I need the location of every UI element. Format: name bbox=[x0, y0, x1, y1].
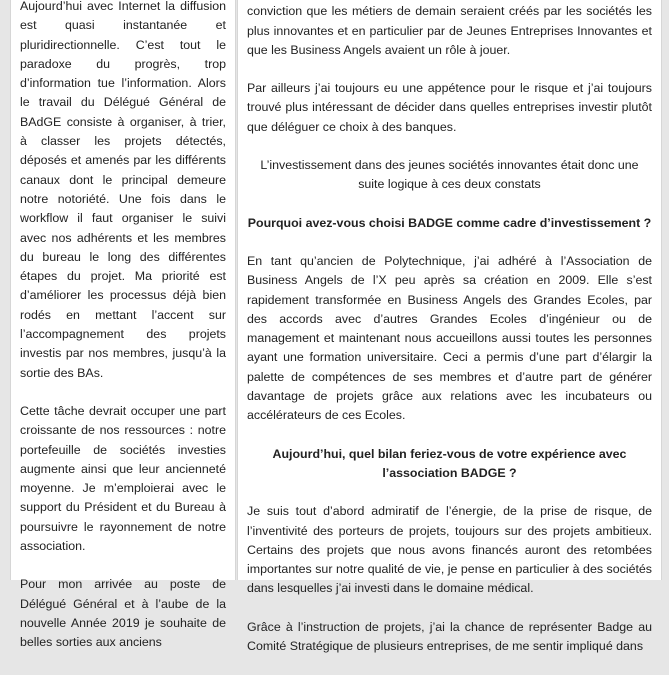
left-column-content bbox=[20, 0, 226, 672]
article-paragraph: Je suis tout d’abord admiratif de l’énergie, de la prise de risque, de l’inventivité des porteurs de projets, toujours sur des projets ambitieux. Certains des projets que nous avons financés auront des retombées importantes sur notre qualité de vie, je pense en particulier à des sociétés dans lesquelles j’ai investi dans le domaine médical. bbox=[247, 504, 652, 596]
left-paragraph: Cette tâche devrait occuper une part croissante de nos ressources : notre portefeuille de sociétés investies augmente ainsi que leur ancienneté moyenne. Je m’emploierai avec le support du Président et du Bureau à poursuivre le rayonnement de notre association. bbox=[20, 403, 226, 554]
left-paragraph: Aujourd’hui avec Internet la diffusion est quasi instantanée et pluridirectionnelle. C’est tout le paradoxe du progrès, trop d’information tue l’information. Alors le travail du Délégué Général de BAdGE consiste à organiser, à trier, à classer les projets détectés, déposés et amenés par les différents canaux dont le principal demeure notre notoriété. Une fois dans le workflow il faut organiser le suivi avec nos adhérents et les membres du bureau le long des différentes étapes du projet. Ma priorité est d’améliorer les processus déjà bien rodés en mettant l’accent sur l’accompagnement des projets investis par nos membres, jusqu’à la sortie des BAs. bbox=[20, 0, 226, 380]
left-column bbox=[10, 0, 236, 650]
left-paragraph: Pour mon arrivée au poste de Délégué Général et à l’aube de la nouvelle Année 2019 je souhaite de belles sorties aux anciens bbox=[20, 577, 226, 650]
article-paragraph: En tant qu’ancien de Polytechnique, j’ai adhéré à l’Association de Business Angels de l’X peu après sa création en 2009. Elle s’est rapidement transformée en Business Angels des Grandes Ecoles, par des accords avec d’autres Grandes Ecoles d’ingénieur ou de management et maintenant nous accueillons aussi toutes les personnes ayant une formation universitaire. Ceci a permis d’une part d’élargir la palette de compétences de ses membres et d’autre part de générer davantage de projets grâce aux relations avec les incubateurs ou accélérateurs de ces Ecoles. bbox=[247, 253, 652, 423]
right-column bbox=[237, 0, 662, 654]
interview-question: Pourquoi avez-vous choisi BADGE comme cadre d’investissement ? bbox=[247, 215, 652, 230]
article-paragraph: Par ailleurs j’ai toujours eu une appétence pour le risque et j’ai toujours trouvé plus intéressant de décider dans quelles entreprises investir plutôt que déléguer ce choix à des banques. bbox=[247, 81, 652, 134]
article-paragraph: conviction que les métiers de demain seraient créés par les sociétés les plus innovantes et en particulier par de Jeunes Entreprises Innovantes et que les Business Angels avaient un rôle à jouer. bbox=[247, 4, 652, 57]
article-conclusion: L’investissement dans des jeunes sociétés innovantes était donc une suite logique à ces deux constats bbox=[260, 158, 639, 192]
interview-question: Aujourd’hui, quel bilan feriez-vous de votre expérience avec l’association BADGE ? bbox=[272, 446, 627, 480]
article-paragraph: Grâce à l’instruction de projets, j’ai la chance de représenter Badge au Comité Stratégique de plusieurs entreprises, de me sentir impliqué dans bbox=[247, 619, 652, 654]
right-column-content bbox=[247, 0, 652, 675]
